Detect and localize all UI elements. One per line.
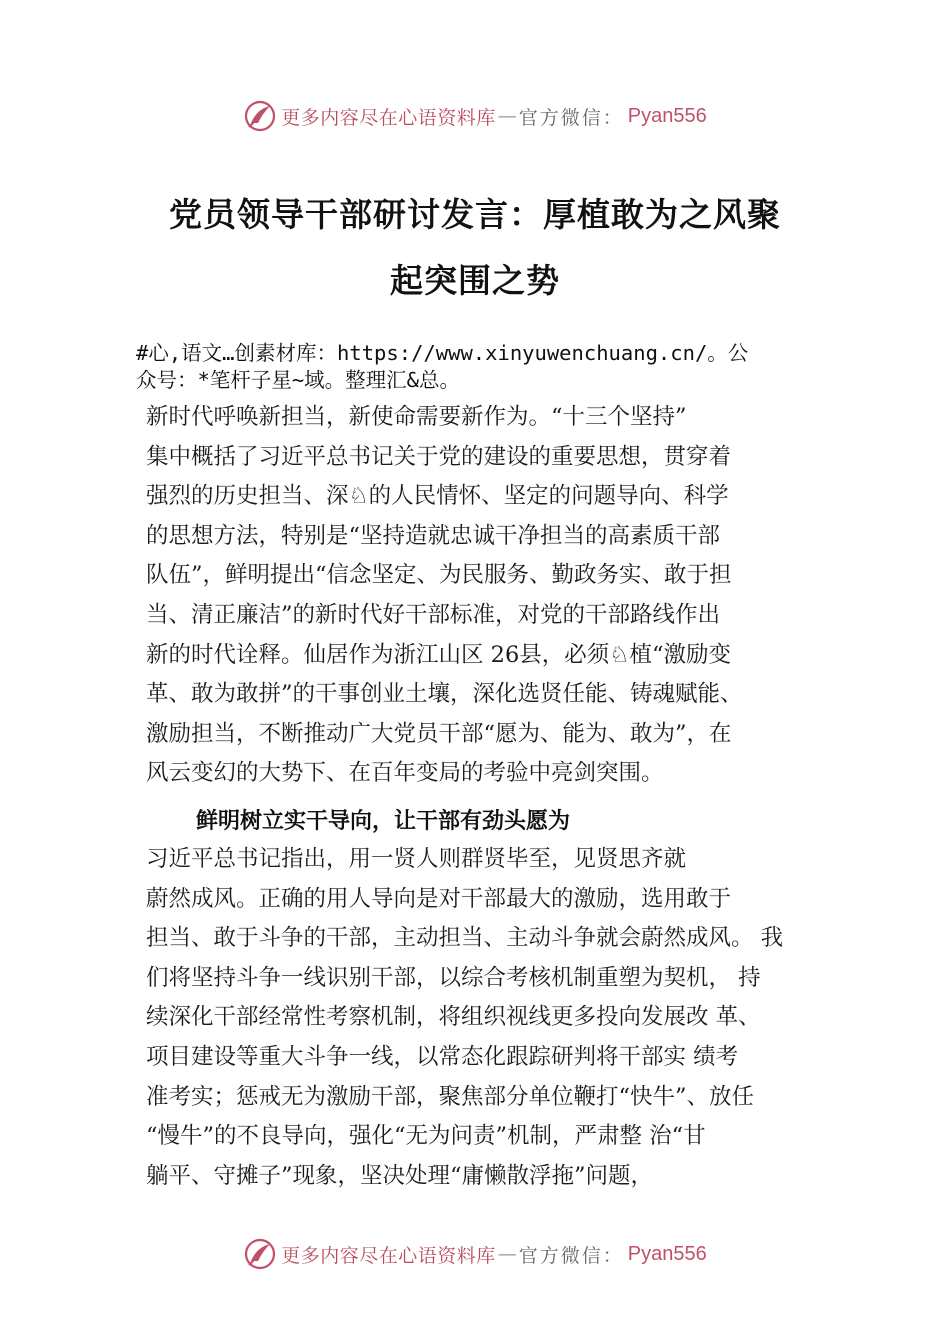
source-line: #心,语文…创素材库：https://www.xinyuwenchuang.cn/。公: [136, 341, 749, 365]
source-line: 众号：*笔杆子星~域。整理汇&总。: [136, 368, 461, 392]
title-line: 起突围之势: [390, 261, 560, 300]
text-line: 队伍”，鲜明提出“信念坚定、为民服务、勤政务实、敢于担: [146, 562, 732, 589]
banner-dash: —: [497, 105, 517, 127]
text-line: 新的时代诠释。仙居作为浙江山区 26县，必须♘植“激励变: [146, 641, 731, 668]
section-paragraph: [146, 840, 846, 1196]
intro-paragraph: [146, 398, 846, 794]
text-line: 躺平、守摊子”现象，坚决处理“庸懒散浮拖”问题，: [146, 1162, 654, 1189]
source-note: [136, 340, 836, 394]
footer-banner: [0, 1234, 950, 1274]
text-line: 蔚然成风。正确的用人导向是对干部最大的激励，选用敢于: [146, 885, 732, 912]
text-line: 的思想方法，特别是“坚持造就忠诚干净担当的高素质干部: [146, 522, 721, 549]
text-line: 新时代呼唤新担当，新使命需要新作为。“十三个坚持”: [146, 404, 687, 430]
document-title: [100, 182, 850, 314]
text-line: 准考实；惩戒无为激励干部，聚焦部分单位鞭打“快牛”、放任: [146, 1083, 755, 1110]
text-line: 强烈的历史担当、深♘的人民情怀、坚定的问题导向、科学: [146, 483, 729, 510]
brush-logo-icon: [243, 99, 277, 133]
banner-library-text: 更多内容尽在心语资料库: [281, 1244, 496, 1267]
text-line: 项目建设等重大斗争一线，以常态化跟踪研判将干部实 绩考: [146, 1043, 739, 1070]
banner-dash: —: [497, 1243, 517, 1265]
brush-logo-icon: [243, 1237, 277, 1271]
banner-wechat-id: Pyan556: [627, 1242, 707, 1265]
section-heading: 鲜明树立实干导向，让干部有劲头愿为: [196, 809, 571, 834]
text-line: “慢牛”的不良导向，强化“无为问责”机制，严肃整 治“甘: [146, 1123, 706, 1150]
text-line: 集中概括了习近平总书记关于党的建设的重要思想，贯穿着: [146, 443, 732, 470]
text-line: 担当、敢于斗争的干部，主动担当、主动斗争就会蔚然成风。 我: [146, 925, 784, 952]
banner-library-text: 更多内容尽在心语资料库: [281, 106, 496, 129]
title-line: 党员领导干部研讨发言：厚植敢为之风聚: [169, 195, 781, 234]
text-line: 习近平总书记指出，用一贤人则群贤毕至，见贤思齐就: [146, 846, 687, 872]
banner-wechat-label: 官方微信：: [518, 1244, 624, 1267]
text-line: 风云变幻的大势下、在百年变局的考验中亮剑突围。: [146, 760, 664, 787]
text-line: 激励担当，不断推动广大党员干部“愿为、能为、敢为”，在: [146, 720, 732, 747]
text-line: 革、敢为敢拼”的干事创业土壤，深化选贤任能、铸魂赋能、: [146, 681, 743, 708]
text-line: 们将坚持斗争一线识别干部，以综合考核机制重塑为契机， 持: [146, 964, 761, 991]
banner-wechat-id: Pyan556: [627, 104, 707, 127]
text-line: 当、清正廉洁”的新时代好干部标准，对党的干部路线作出: [146, 601, 721, 628]
header-banner: [0, 96, 950, 136]
banner-wechat-label: 官方微信：: [518, 106, 624, 129]
text-line: 续深化干部经常性考察机制，将组织视线更多投向发展改 革、: [146, 1004, 761, 1031]
